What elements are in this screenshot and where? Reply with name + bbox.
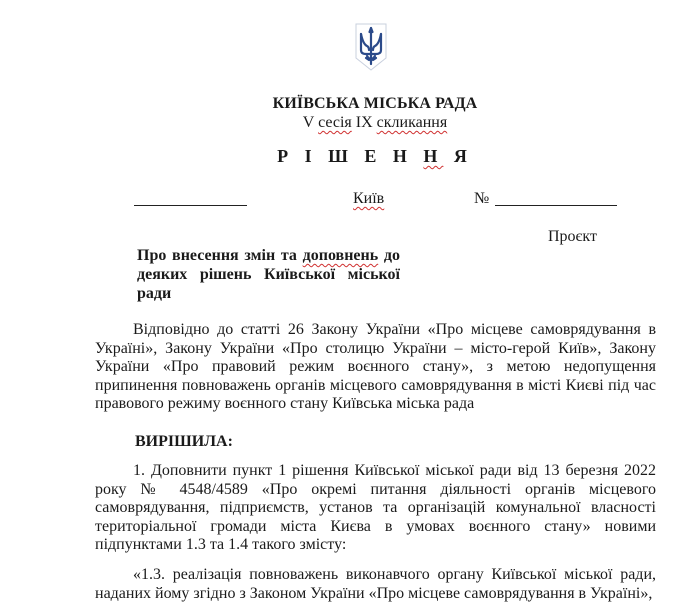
subject-part-1: Про внесення змін та bbox=[137, 247, 303, 264]
preamble-paragraph bbox=[95, 321, 656, 414]
session-line bbox=[0, 114, 685, 132]
city-label: Київ bbox=[353, 190, 385, 207]
session-number: V bbox=[302, 114, 319, 131]
item-1-3-text: «1.3. реалізація повноважень виконавчого органу Київської міської ради, наданих йому згідно з Законом України «Про місцеве самоврядування в Україні», bbox=[95, 566, 656, 602]
session-word: сесія bbox=[318, 114, 352, 131]
decision-subject bbox=[137, 246, 400, 303]
subject-squiggle-word: доповнень bbox=[302, 247, 379, 264]
convocation-number: IX bbox=[351, 114, 377, 131]
decision-title-squiggle: Н bbox=[423, 146, 444, 166]
convocation-word: скликання bbox=[376, 114, 448, 131]
decision-title-main: Р І Ш Е Н bbox=[277, 146, 424, 166]
number-label: № bbox=[474, 190, 490, 207]
resolved-heading: ВИРІШИЛА: bbox=[135, 433, 233, 450]
council-name: КИЇВСЬКА МІСЬКА РАДА bbox=[272, 95, 478, 112]
date-blank-line bbox=[134, 205, 247, 206]
decision-title-end: Я bbox=[443, 146, 473, 166]
decision-title bbox=[0, 146, 685, 167]
ukraine-trident-coat-of-arms-icon bbox=[354, 22, 388, 72]
number-blank-line bbox=[495, 205, 617, 206]
preamble-text: Відповідно до статті 26 Закону України «Про місцеве самоврядування в Україні», Закону України «Про столицю України – місто-герой Київ», Закону України «Про правовий режим воєнного стану», з метою недопущення припинення повноважень органів місцевого самоврядування в місті Києві під час правового режиму воєнного стану Київська міська рада bbox=[95, 321, 656, 413]
item-1-paragraph bbox=[95, 462, 656, 555]
subject-part-2: до деяких рішень Київської міської ради bbox=[137, 247, 401, 302]
item-1-3-paragraph bbox=[95, 566, 656, 603]
item-1-text: 1. Доповнити пункт 1 рішення Київської міської ради від 13 березня 2022 року № 4548/4589 «Про окремі питання діяльності органів місцевого самоврядування, підприємств, установ та організацій комунальної власності територіальної громади міста Києва в умовах воєнного стану» новими підпунктами 1.3 та 1.4 такого змісту: bbox=[95, 462, 656, 554]
draft-label: Проєкт bbox=[548, 228, 597, 245]
